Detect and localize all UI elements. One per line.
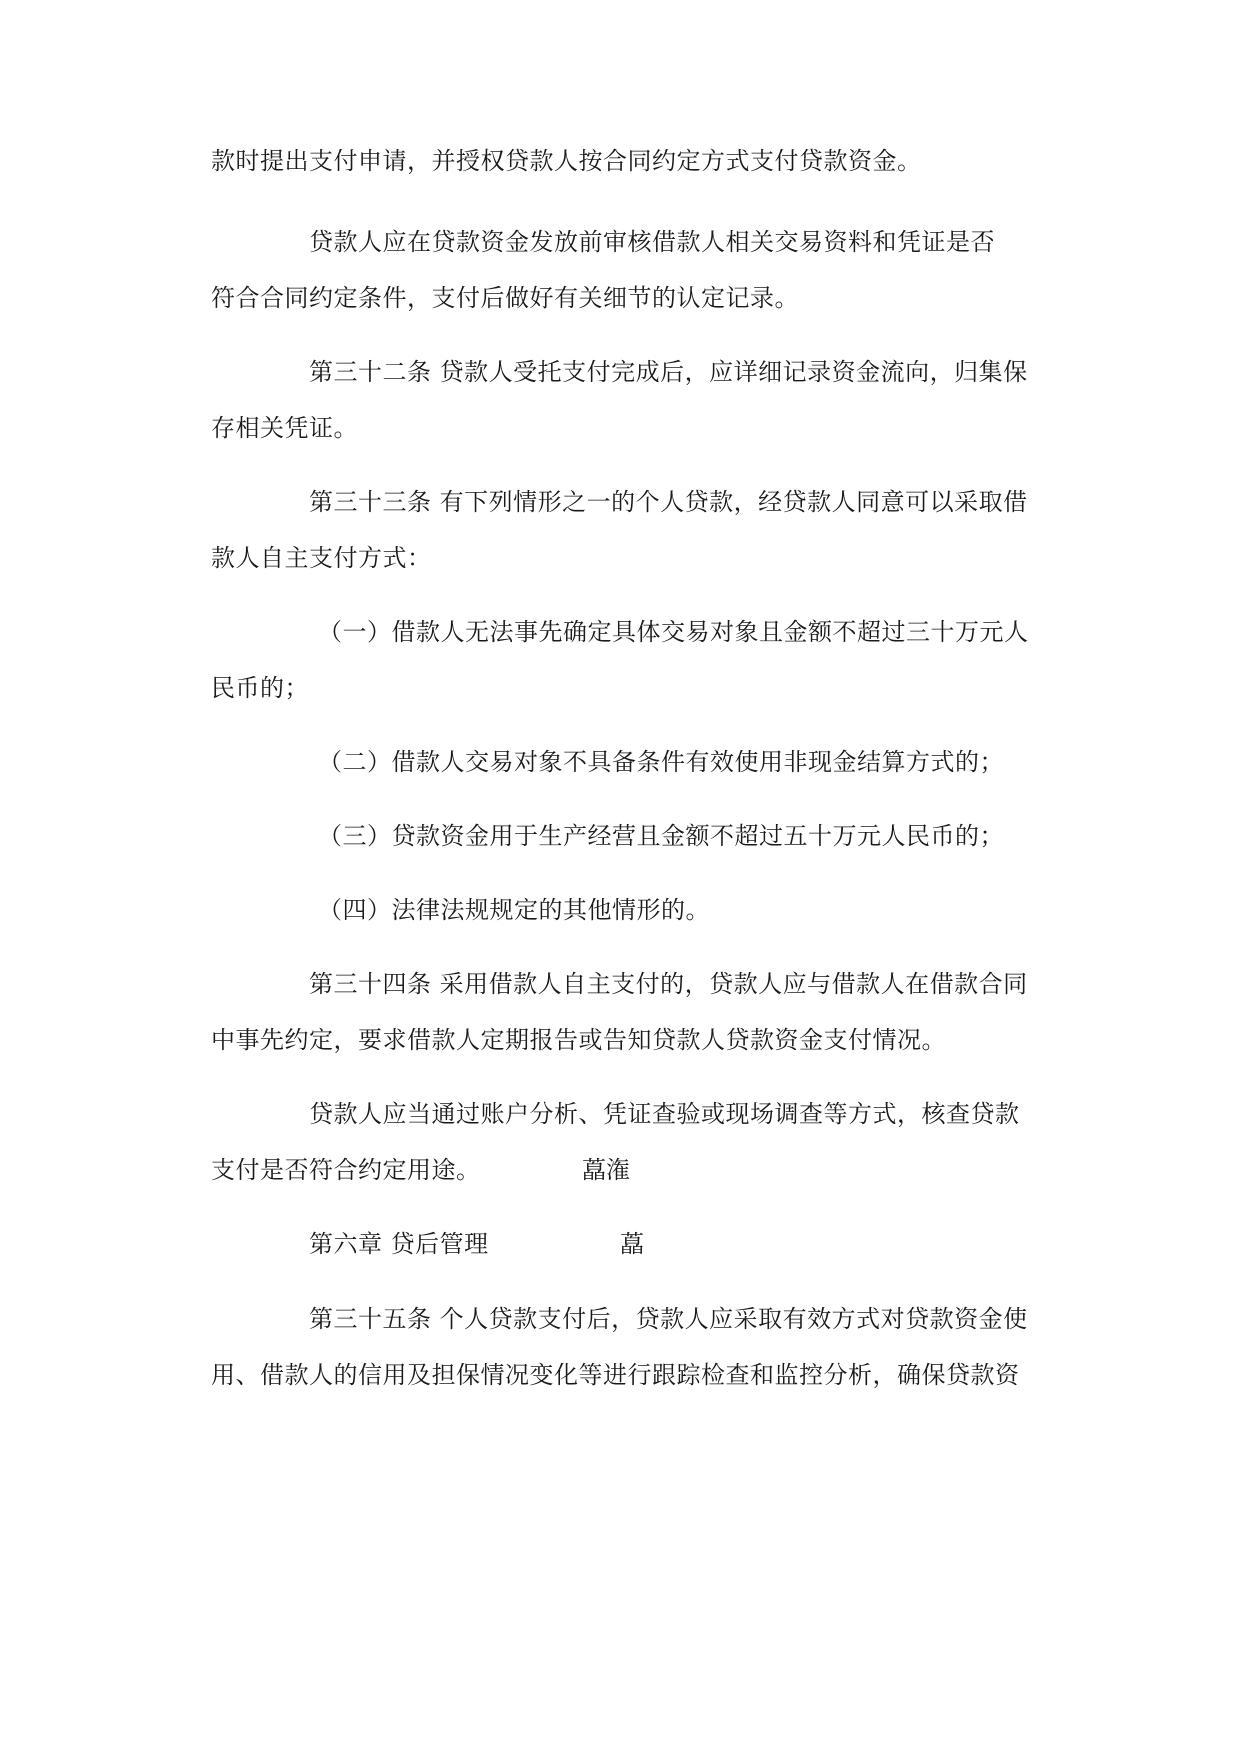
paragraph-line: 款人自主支付方式：: [211, 544, 432, 572]
paragraph-line: 贷款人应当通过账户分析、凭证查验或现场调查等方式，核查贷款: [309, 1100, 1020, 1128]
list-item-line: （一）借款人无法事先确定具体交易对象且金额不超过三十万元人: [318, 618, 1029, 646]
paragraph-line: 符合合同约定条件，支付后做好有关细节的认定记录。: [211, 284, 799, 312]
paragraph-line: 第三十三条 有下列情形之一的个人贷款，经贷款人同意可以采取借: [309, 488, 1028, 516]
paragraph-line: 贷款人应在贷款资金发放前审核借款人相关交易资料和凭证是否: [309, 228, 995, 256]
list-item-line: 民币的；: [211, 674, 309, 702]
paragraph-line: 款时提出支付申请，并授权贷款人按合同约定方式支付贷款资金。: [211, 147, 922, 175]
stray-mark: 藠: [620, 1230, 644, 1258]
paragraph-line: 第三十四条 采用借款人自主支付的，贷款人应与借款人在借款合同: [309, 970, 1028, 998]
list-item-line: （四）法律法规规定的其他情形的。: [318, 896, 710, 924]
paragraph-line: 支付是否符合约定用途。: [211, 1156, 481, 1184]
paragraph-line: 中事先约定，要求借款人定期报告或告知贷款人贷款资金支付情况。: [211, 1026, 946, 1054]
chapter-heading: 第六章 贷后管理: [309, 1230, 489, 1258]
paragraph-line: 第三十二条 贷款人受托支付完成后，应详细记录资金流向，归集保: [309, 358, 1028, 386]
stray-mark: 藠潅: [582, 1156, 630, 1184]
paragraph-line: 用、借款人的信用及担保情况变化等进行跟踪检查和监控分析，确保贷款资: [211, 1361, 1020, 1389]
list-item-line: （三）贷款资金用于生产经营且金额不超过五十万元人民币的；: [318, 822, 1004, 850]
list-item-line: （二）借款人交易对象不具备条件有效使用非现金结算方式的；: [318, 748, 1004, 776]
paragraph-line: 存相关凭证。: [211, 414, 358, 442]
paragraph-line: 第三十五条 个人贷款支付后，贷款人应采取有效方式对贷款资金使: [309, 1305, 1028, 1333]
